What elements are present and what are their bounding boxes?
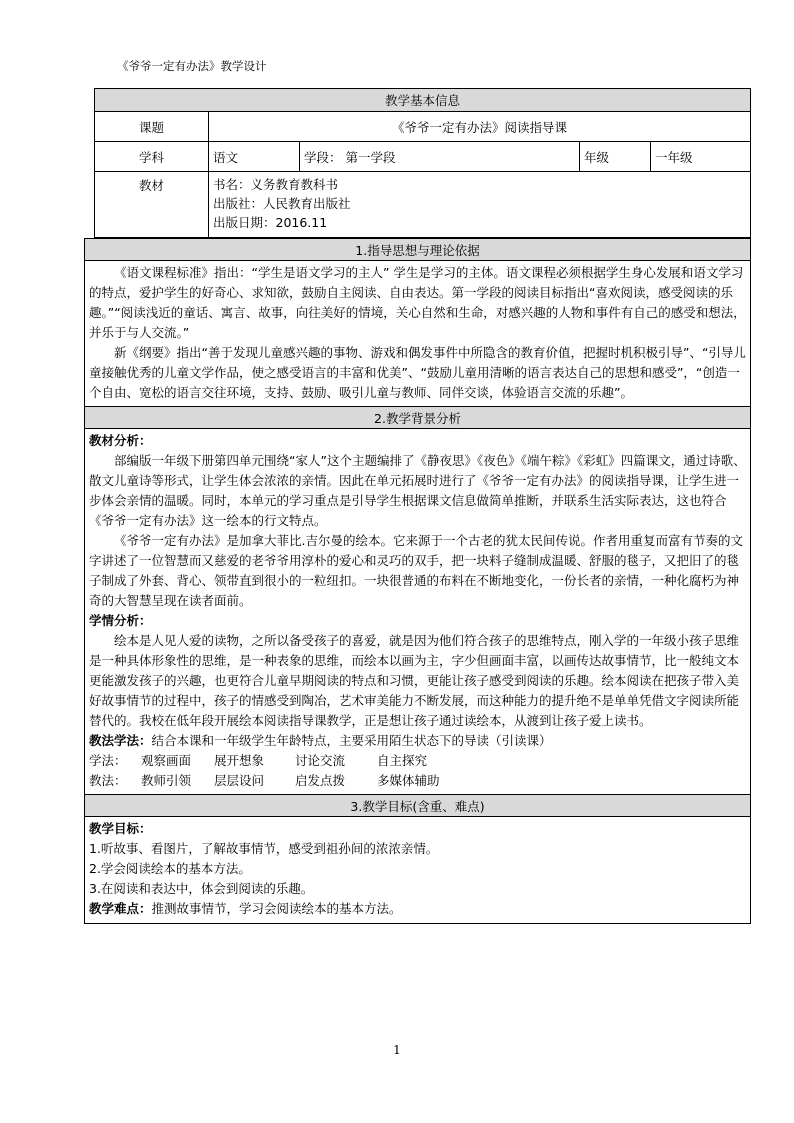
section2-title: 2.教学背景分析: [85, 407, 751, 429]
subject-value: 语文: [209, 142, 300, 172]
textbook-info: [209, 172, 751, 238]
section1-body: [85, 261, 751, 407]
goal-item: 2.学会阅读绘本的基本方法。: [89, 861, 251, 876]
grade-label: 年级: [580, 142, 651, 172]
basic-info-table: [94, 88, 751, 238]
teach-label: 教法：: [89, 773, 127, 788]
learn-label: 学法：: [89, 753, 127, 768]
stage-value: 第一学段: [345, 149, 396, 165]
basic-info-title: 教学基本信息: [95, 89, 751, 112]
material-paragraph2: 《爷爷一定有办法》是加拿大菲比.吉尔曼的绘本。它来源于一个古老的犹太民间传说。作者用重复而富有节奏的文字讲述了一位智慧而又慈爱的老爷爷用淳朴的爱心和灵巧的双手，把一块料子缝制成温暖、舒服的毯子，又把旧了的毯子制成了外套、背心、领带直到很小的一粒纽扣。一块很普通的布料在不断地变化，一份长者的亲情，一种化腐朽为神奇的大智慧呈现在读者面前。: [89, 533, 743, 608]
teach-item: 多媒体辅助: [377, 773, 440, 788]
material-paragraph1: 部编版一年级下册第四单元围绕“家人”这个主题编排了《静夜思》《夜色》《端午粽》《彩虹》四篇课文，通过诗歌、散文儿童诗等形式，让学生体会浓浓的亲情。因此在单元拓展时进行了《爷爷一定有办法》的阅读指导课，让学生进一步体会亲情的温暖。同时，本单元的学习重点是引导学生根据课文信息做简单推断，并联系生活实际表达，这也符合《爷爷一定有办法》这一绘本的行文特点。: [89, 453, 746, 528]
topic-label: 课题: [95, 112, 209, 142]
learn-item: 自主探究: [377, 753, 428, 768]
section3-body: [85, 817, 751, 924]
stage-cell: [300, 142, 580, 172]
learn-item: 观察画面: [141, 753, 192, 768]
document-header: 《爷爷一定有办法》教学设计: [117, 59, 267, 73]
topic-value: 《爷爷一定有办法》阅读指导课: [209, 112, 751, 142]
goal-item: 3.在阅读和表达中，体会到阅读的乐趣。: [89, 881, 314, 896]
difficulty-line: [89, 899, 746, 919]
publisher: 出版社：人民教育出版社: [213, 196, 351, 211]
method-line: [89, 731, 746, 751]
learn-item: 展开想象: [214, 753, 265, 768]
stage-label: 学段：: [304, 149, 342, 165]
student-heading: 学情分析：: [89, 613, 152, 628]
teach-methods: [89, 771, 746, 791]
material-heading: 教材分析：: [89, 433, 152, 448]
method-text: 结合本课和一年级学生年龄特点，主要采用陌生状态下的导读（引读课）: [151, 733, 552, 748]
goals-heading: 教学目标：: [89, 821, 152, 836]
pub-date: 出版日期：2016.11: [213, 215, 328, 230]
teach-item: 层层设问: [214, 773, 265, 788]
learn-item: 讨论交流: [295, 753, 346, 768]
page-number: 1: [393, 1043, 401, 1057]
method-heading: 教法学法：: [89, 733, 152, 748]
teach-item: 教师引领: [141, 773, 192, 788]
book-name: 书名：义务教育教科书: [213, 177, 339, 192]
section1-paragraph1: 《语文课程标准》指出：“学生是语文学习的主人” 学生是学习的主体。语文课程必须根据学生身心发展和语文学习的特点，爱护学生的好奇心、求知欲，鼓励自主阅读、自由表达。第一学段的阅读目标指出“喜欢阅读，感受阅读的乐趣。”“阅读浅近的童话、寓言、故事，向往美好的情境，关心自然和生命，对感兴趣的人物和事件有自己的感受和想法，并乐于与人交流。”: [89, 265, 746, 340]
goal-item: 1.听故事、看图片，了解故事情节，感受到祖孙间的浓浓亲情。: [89, 841, 439, 856]
grade-value: 一年级: [651, 142, 751, 172]
student-paragraph: 绘本是人见人爱的读物，之所以备受孩子的喜爱，就是因为他们符合孩子的思维特点，刚入学的一年级小孩子思维是一种具体形象性的思维，是一种表象的思维，而绘本以画为主，字少但画面丰富，以画传达故事情节，比一般纯文本更能激发孩子的兴趣，也更符合儿童早期阅读的特点和习惯，更能让孩子感受到阅读的乐趣。绘本阅读在把孩子带入美好故事情节的过程中，孩子的情感受到陶冶，艺术审美能力不断发展，而这种能力的提升绝不是单单凭借文字阅读所能替代的。我校在低年段开展绘本阅读指导课教学，正是想让孩子通过读绘本，从渡到让孩子爱上读书。: [89, 633, 740, 728]
teach-item: 启发点拨: [295, 773, 346, 788]
difficulty-heading: 教学难点：: [89, 901, 152, 916]
section1-paragraph2: 新《纲要》指出“善于发现儿童感兴趣的事物、游戏和偶发事件中所隐含的教育价值，把握时机积极引导”、“引导儿童接触优秀的儿童文学作品，使之感受语言的丰富和优美”、“鼓励儿童用清晰的语言表达自己的思想和感受”，“创造一个自由、宽松的语言交往环境，支持、鼓励、吸引儿童与教师、同伴交谈，体验语言交流的乐趣”。: [89, 345, 746, 400]
subject-label: 学科: [95, 142, 209, 172]
textbook-label: 教材: [95, 172, 209, 238]
learn-methods: [89, 751, 746, 771]
section1-title: 1.指导思想与理论依据: [85, 239, 751, 261]
section2-body: [85, 429, 751, 795]
difficulty-text: 推测故事情节，学习会阅读绘本的基本方法。: [151, 901, 402, 916]
section3-title: 3.教学目标(含重、难点): [85, 795, 751, 817]
analysis-table: [84, 238, 751, 924]
